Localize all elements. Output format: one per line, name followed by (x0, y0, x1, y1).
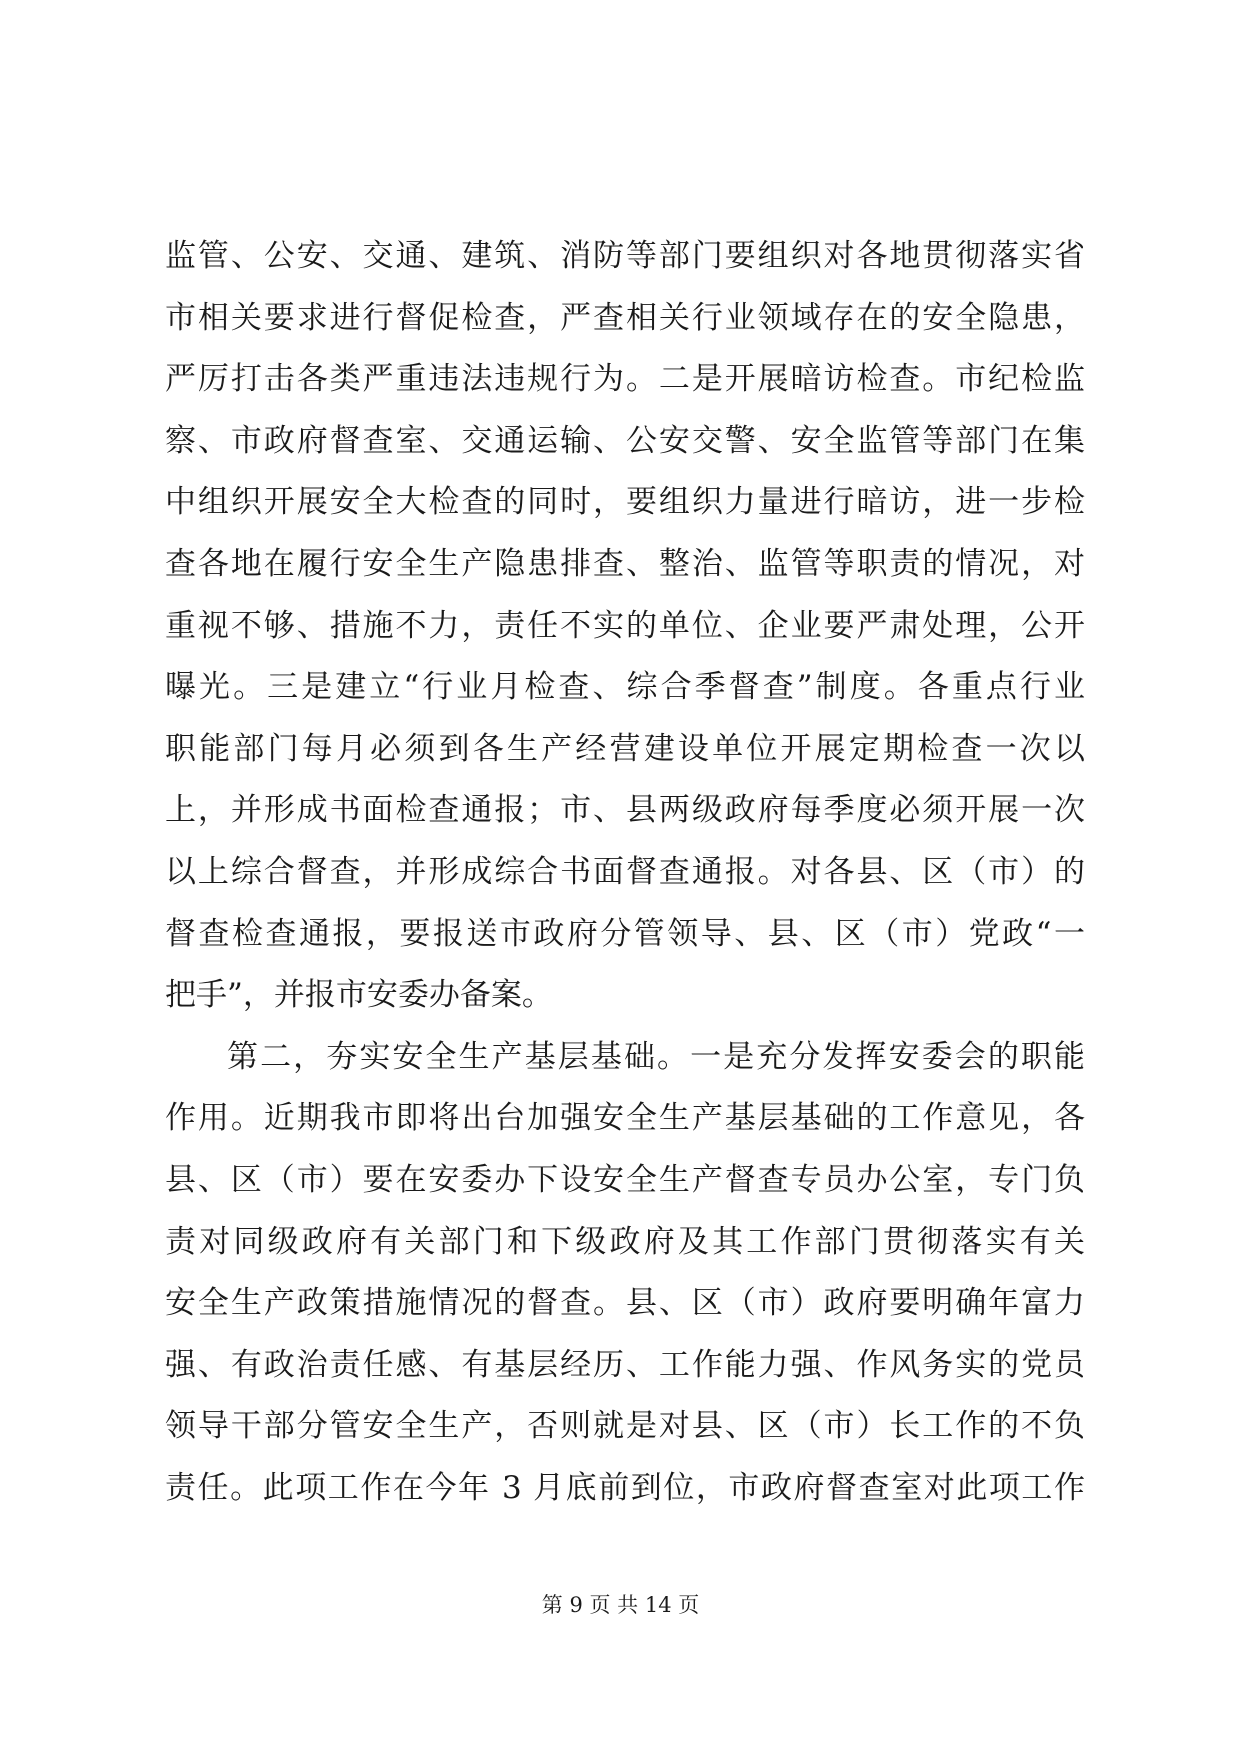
text-line: 作用。近期我市即将出台加强安全生产基层基础的工作意见，各 (165, 1100, 1085, 1137)
page-number-footer: 第 9 页 共 14 页 (541, 1593, 700, 1617)
text-line: 严厉打击各类严重违法违规行为。二是开展暗访检查。市纪检监 (165, 361, 1085, 398)
body-text (165, 226, 1085, 1519)
text-line: 督查检查通报，要报送市政府分管领导、县、区（市）党政“一 (165, 915, 1085, 952)
text-line: 责任。此项工作在今年 3 月底前到位，市政府督查室对此项工作 (165, 1469, 1085, 1506)
text-line: 县、区（市）要在安委办下设安全生产督查专员办公室，专门负 (165, 1161, 1085, 1198)
text-line: 监管、公安、交通、建筑、消防等部门要组织对各地贯彻落实省 (165, 238, 1085, 274)
text-line: 市相关要求进行督促检查，严查相关行业领域存在的安全隐患， (165, 299, 1085, 336)
paragraph-2 (165, 1027, 1085, 1520)
text-line: 责对同级政府有关部门和下级政府及其工作部门贯彻落实有关 (165, 1223, 1085, 1260)
text-line: 中组织开展安全大检查的同时，要组织力量进行暗访，进一步检 (165, 484, 1085, 521)
text-line: 上，并形成书面检查通报；市、县两级政府每季度必须开展一次 (165, 792, 1085, 829)
text-line: 安全生产政策措施情况的督查。县、区（市）政府要明确年富力 (165, 1285, 1085, 1322)
text-line: 以上综合督查，并形成综合书面督查通报。对各县、区（市）的 (165, 853, 1085, 890)
text-line: 察、市政府督查室、交通运输、公安交警、安全监管等部门在集 (165, 422, 1085, 459)
paragraph-1 (165, 226, 1085, 1027)
text-line: 第二，夯实安全生产基层基础。一是充分发挥安委会的职能 (227, 1038, 1085, 1075)
text-line: 强、有政治责任感、有基层经历、工作能力强、作风务实的党员 (165, 1346, 1085, 1383)
text-line: 查各地在履行安全生产隐患排查、整治、监管等职责的情况，对 (165, 545, 1085, 582)
text-line: 领导干部分管安全生产，否则就是对县、区（市）长工作的不负 (165, 1408, 1085, 1445)
text-line: 把手”，并报市安委办备案。 (165, 977, 553, 1014)
text-line: 重视不够、措施不力，责任不实的单位、企业要严肃处理，公开 (165, 607, 1085, 644)
text-line: 职能部门每月必须到各生产经营建设单位开展定期检查一次以 (165, 730, 1085, 767)
text-line: 曝光。三是建立“行业月检查、综合季督查”制度。各重点行业 (165, 669, 1085, 706)
